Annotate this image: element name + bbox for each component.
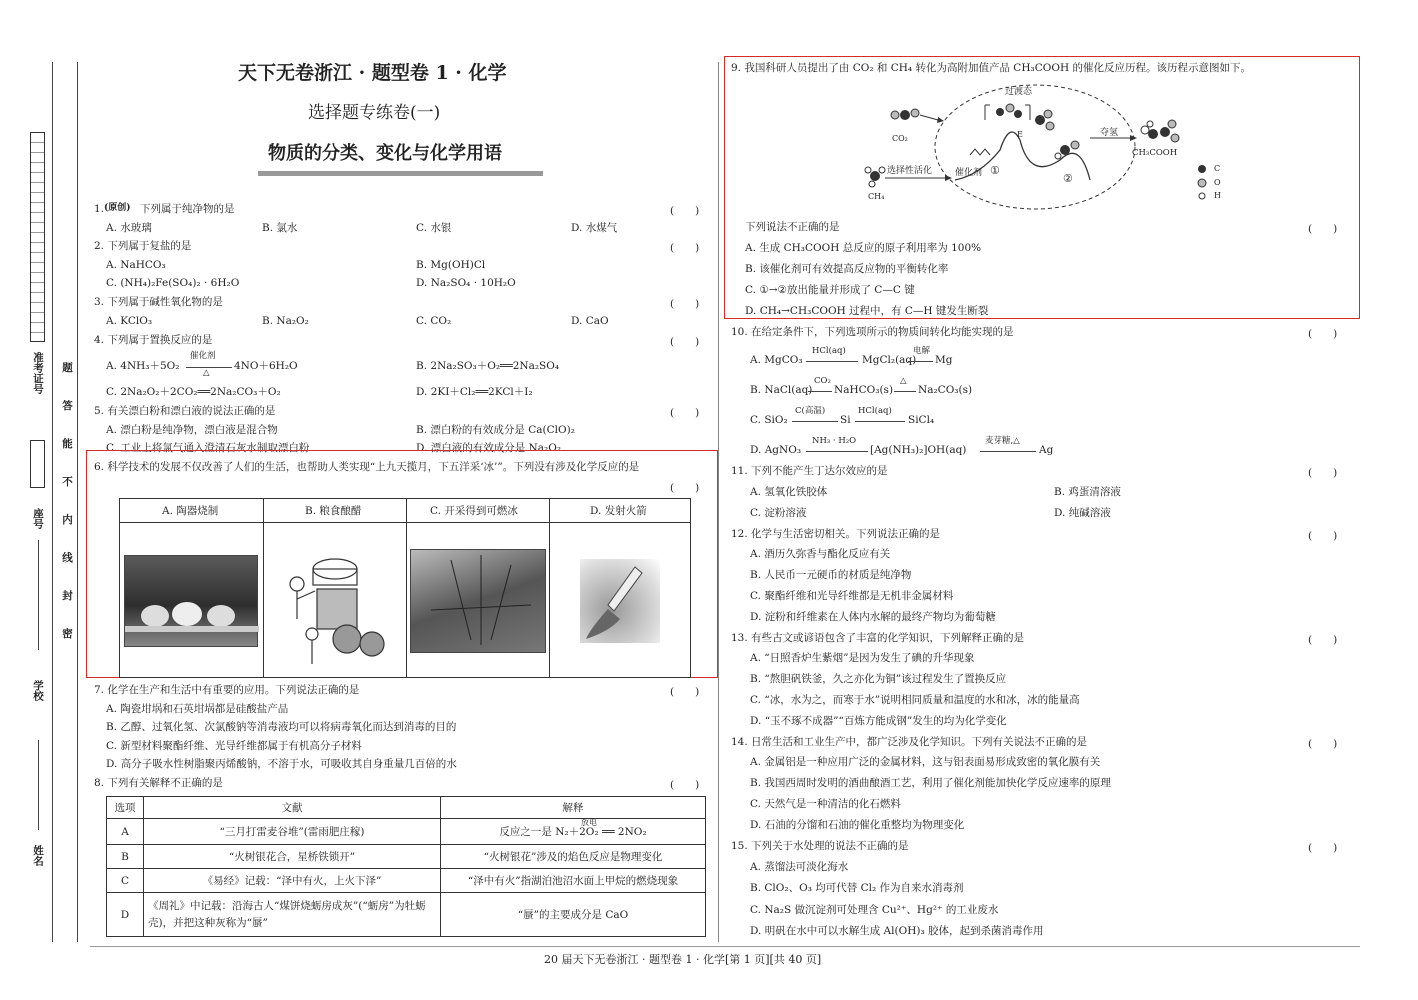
page-topic: 物质的分类、变化与化学用语 [268,143,502,164]
q3-option-d: D. CaO [571,315,609,327]
seat-underline [38,540,39,650]
q10-d-cond1: NH₃ · H₂O [812,436,857,446]
legend-h-label: H [1214,191,1221,200]
q4-option-a-product: 4NO＋6H₂O [234,360,298,372]
q6-table-col-line [406,499,407,677]
table-cell: A [107,819,144,845]
q1-option-a: A. 水玻璃 [106,222,152,234]
q4-a-condition-top: 催化剂 [190,351,216,361]
q4-stem: 4. 下列属于置换反应的是 [94,334,213,346]
q5-option-d: D. 漂白液的有效成分是 Na₂O₂ [416,442,562,454]
table-cell: 《易经》记载：“泽中有火，上火下泽” [144,869,441,893]
q10-b-mid: NaHCO₃(s) [834,384,894,396]
q2-stem: 2. 下列属于复盐的是 [94,240,192,252]
diagram-step1-label: ① [990,164,1000,177]
answer-paren[interactable]: ( ) [670,482,700,494]
table-cell: “蜃”的主要成分是 CaO [441,893,706,937]
q11-option-c: C. 淀粉溶液 [750,507,807,519]
q12-option-c: C. 聚酯纤维和光导纤维都是无机非金属材料 [750,590,954,602]
q10-a-cond1: HCl(aq) [812,346,846,356]
q12-option-b: B. 人民币一元硬币的材质是纯净物 [750,569,912,581]
q10-a-cond2: 电解 [913,346,931,356]
rocket-launch-photo [580,559,660,643]
q1-option-b: B. 氯水 [262,222,298,234]
school-underline [38,740,39,830]
q9-option-a: A. 生成 CH₃COOH 总反应的原子利用率为 100% [745,242,982,254]
answer-paren[interactable]: ( ) [1308,328,1338,340]
legend-c-label: C [1214,164,1221,173]
q13-option-a: A. “日照香炉生紫烟”是因为发生了碘的升华现象 [750,652,975,664]
q7-option-a: A. 陶瓷坩埚和石英坩埚都是硅酸盐产品 [106,703,289,715]
answer-paren[interactable]: ( ) [670,242,700,254]
discharge-condition: 放电 [581,818,597,827]
q5-option-a: A. 漂白粉是纯净物，漂白液是混合物 [106,424,278,436]
diagram-select-label: 选择性活化 [887,166,933,176]
q11-option-a: A. 氢氧化铁胶体 [750,486,828,498]
q10-b-arrow2 [894,391,916,392]
brewing-icon [267,539,401,674]
q12-stem: 12. 化学与生活密切相关。下列说法正确的是 [731,528,941,540]
q7-stem: 7. 化学在生产和生活中有重要的应用。下列说法正确的是 [94,684,360,696]
q10-a-end: Mg [935,354,953,366]
q6-stem: 6. 科学技术的发展不仅改善了人们的生活，也帮助人类实现“上九天揽月，下五洋采‘冰’”。下列没有涉及化学反应的是 [94,461,640,473]
q9-sub-stem: 下列说法不正确的是 [745,221,840,233]
legend-o-label: O [1214,178,1221,187]
table-cell: 反应之一是 N₂＋2O₂ ══ 2NO₂ [499,826,647,838]
q7-option-c: C. 新型材料聚酯纤维、光导纤维都属于有机高分子材料 [106,740,362,752]
q13-option-d: D. “玉不琢不成器”“百炼方能成钢”发生的均为化学变化 [750,715,1007,727]
q14-stem: 14. 日常生活和工业生产中，都广泛涉及化学知识。下列有关说法不正确的是 [731,736,1088,748]
q12-option-d: D. 淀粉和纤维素在人体内水解的最终产物均为葡萄糖 [750,611,996,623]
table-row [107,869,706,893]
table-cell: “三月打雷麦谷堆”(雷雨肥庄稼) [144,819,441,845]
answer-paren[interactable]: ( ) [1308,738,1338,750]
q10-d-arrow2 [980,451,1036,452]
table-row [107,819,706,845]
q10-b-end: Na₂CO₃(s) [918,384,973,396]
q10-b-cond1: CO₂ [814,376,831,386]
reaction-pathway-diagram [860,80,1240,215]
q11-stem: 11. 下列不能产生丁达尔效应的是 [731,465,888,477]
q10-c-arrow1 [792,421,838,422]
q14-option-d: D. 石油的分馏和石油的催化重整均为物理变化 [750,819,965,831]
q3-option-c: C. CO₂ [416,315,452,327]
answer-paren[interactable]: ( ) [1308,223,1338,235]
q10-a-arrow2 [908,361,933,362]
q10-b-arrow1 [808,391,832,392]
school-label: 学校 [32,680,44,701]
q3-stem: 3. 下列属于碱性氧化物的是 [94,296,223,308]
table-header: 选项 [107,797,144,819]
seal-char: 密 [61,628,73,639]
q13-option-b: B. “熬胆矾铁釜，久之亦化为铜”该过程发生了置换反应 [750,673,1007,685]
q1-option-d: D. 水煤气 [571,222,618,234]
q4-option-d: D. 2KI＋Cl₂══2KCl＋I₂ [416,386,533,398]
q3-option-a: A. KClO₃ [106,315,153,327]
q1-tag: (原创) [104,203,131,213]
answer-paren[interactable]: ( ) [670,336,700,348]
answer-paren[interactable]: ( ) [1308,530,1338,542]
answer-paren[interactable]: ( ) [670,686,700,698]
q15-option-b: B. ClO₂、O₃ 均可代替 Cl₂ 作为自来水消毒剂 [750,882,964,894]
q15-option-a: A. 蒸馏法可淡化海水 [750,861,849,873]
q1-number: 1. [94,203,105,215]
seal-char: 不 [61,476,73,487]
seat-number-box[interactable] [30,440,45,488]
q13-option-c: C. “冰，水为之，而寒于水”说明相同质量和温度的水和冰，冰的能量高 [750,694,1080,706]
footer-rule [90,946,1360,947]
q7-option-d: D. 高分子吸水性树脂聚丙烯酸钠，不溶于水，可吸收其自身重量几百倍的水 [106,758,457,770]
vinegar-brewing-drawing [267,539,401,674]
pottery-icon [125,556,259,648]
diagram-co2-label: CO₂ [892,134,908,143]
q6-option-c-label: C. 开采得到可燃冰 [430,505,518,517]
q9-option-d: D. CH₄→CH₃COOH 过程中，有 C—H 键发生断裂 [745,305,989,317]
q6-option-a-label: A. 陶器烧制 [162,505,219,517]
page-title: 天下无卷浙江 · 题型卷 1 · 化学 [238,62,507,84]
q10-d-arrow1 [806,451,868,452]
q10-a-start: A. MgCO₃ [750,354,803,366]
q11-option-d: D. 纯碱溶液 [1054,507,1111,519]
topic-underline [258,171,543,176]
seal-char: 能 [61,438,73,449]
q8-table [106,796,706,937]
drilling-platform-icon [411,550,547,654]
q10-d-mid: [Ag(NH₃)₂]OH(aq) [870,444,967,456]
diagram-e-label: E [1017,130,1023,139]
answer-paren[interactable]: ( ) [1308,842,1338,854]
seal-char: 答 [61,400,73,411]
q9-option-c: C. ①→②放出能量并形成了 C—C 键 [745,284,915,296]
table-header-row [107,797,706,819]
rocket-icon [580,559,660,643]
q4-option-a: A. 4NH₃＋5O₂ [106,360,180,372]
q3-option-b: B. Na₂O₂ [262,315,309,327]
q14-option-c: C. 天然气是一种清洁的化石燃料 [750,798,901,810]
diagram-product-label: CH₃COOH [1132,148,1178,158]
q8-stem: 8. 下列有关解释不正确的是 [94,777,223,789]
legend-icons [1198,165,1206,199]
q5-stem: 5. 有关漂白粉和漂白液的说法正确的是 [94,405,276,417]
q6-table-col-line [263,499,264,677]
q6-option-table [119,498,691,678]
binding-line-outer [52,62,53,942]
q5-option-c: C. 工业上将氯气通入澄清石灰水制取漂白粉 [106,442,310,454]
ch4-molecule-icon [865,167,885,187]
q1-stem: 下列属于纯净物的是 [140,203,235,215]
q15-option-d: D. 明矾在水中可以水解生成 Al(OH)₃ 胶体，起到杀菌消毒作用 [750,925,1044,937]
q10-d-end: Ag [1039,444,1054,456]
q10-b-start: B. NaCl(aq) [750,384,813,396]
seal-char: 题 [61,362,73,373]
exam-number-boxes [30,132,45,342]
acetic-acid-molecule-icon [1141,120,1179,142]
q10-c-start: C. SiO₂ [750,414,788,426]
table-header: 文献 [144,797,441,819]
seat-label: 座号 [32,508,44,529]
table-cell: D [107,893,144,937]
answer-paren[interactable]: ( ) [670,298,700,310]
q4-option-b: B. 2Na₂SO₃＋O₂══2Na₂SO₄ [416,360,560,372]
answer-paren[interactable]: ( ) [1308,467,1338,479]
q9-option-b: B. 该催化剂可有效提高反应物的平衡转化率 [745,263,949,275]
diagram-transition-label: 过渡态 [1005,87,1033,97]
table-cell: “火树银花合，星桥铁锁开” [144,845,441,869]
q10-d-cond2: 麦芽糖,△ [985,436,1020,446]
answer-paren[interactable]: ( ) [670,205,700,217]
answer-paren[interactable]: ( ) [670,779,700,791]
q2-option-c: C. (NH₄)₂Fe(SO₄)₂ · 6H₂O [106,277,240,289]
q6-table-header-line [120,522,690,523]
q10-stem: 10. 在给定条件下，下列选项所示的物质间转化均能实现的是 [731,326,1014,338]
q10-a-mid: MgCl₂(aq) [862,354,917,366]
table-row [107,845,706,869]
table-cell-with-condition [441,819,706,845]
q2-option-b: B. Mg(OH)Cl [416,259,486,271]
table-cell: “泽中有火”指湖泊池沼水面上甲烷的燃烧现象 [441,869,706,893]
diagram-catalyst-label: 催化剂 [955,168,983,178]
co2-molecule-icon [891,109,919,120]
page-subtitle: 选择题专练卷(一) [308,103,441,123]
q6-option-d-label: D. 发射火箭 [590,505,647,517]
q10-a-arrow1 [806,361,858,362]
q10-d-start: D. AgNO₃ [750,444,802,456]
q10-c-cond2: HCl(aq) [858,406,892,416]
table-header: 解释 [441,797,706,819]
q14-option-b: B. 我国西周时发明的酒曲酿酒工艺，利用了催化剂能加快化学反应速率的原理 [750,777,1111,789]
q9-reaction-diagram [860,80,1240,215]
q9-stem: 9. 我国科研人员提出了由 CO₂ 和 CH₄ 转化为高附加值产品 CH₃COOH 的催化反应历程。该历程示意图如下。 [731,62,1251,74]
pottery-kiln-photo [124,555,258,647]
table-cell: 《周礼》中记载：沿海古人“煤饼烧蛎房成灰”(“蛎房”为牡蛎壳)，并把这种灰称为“蜃” [144,893,441,937]
diagram-step2-label: ② [1063,172,1073,185]
column-divider [718,62,719,942]
page-footer: 20 届天下无卷浙江 · 题型卷 1 · 化学[第 1 页][共 40 页] [544,953,822,966]
answer-paren[interactable]: ( ) [1308,634,1338,646]
q10-b-cond2: △ [900,376,907,386]
q1-option-c: C. 水银 [416,222,452,234]
q6-table-col-line [549,499,550,677]
exam-number-label: 准考证号 [32,352,44,394]
q2-option-a: A. NaHCO₃ [106,259,166,271]
q15-option-c: C. Na₂S 做沉淀剂可处理含 Cu²⁺、Hg²⁺ 的工业废水 [750,904,999,916]
table-cell: “火树银花”涉及的焰色反应是物理变化 [441,845,706,869]
combustible-ice-platform-photo [410,549,546,653]
q12-option-a: A. 酒历久弥香与酯化反应有关 [750,548,891,560]
q7-option-b: B. 乙醇、过氧化氢、次氯酸钠等消毒液均可以将病毒氧化而达到消毒的目的 [106,721,457,733]
q2-option-d: D. Na₂SO₄ · 10H₂O [416,277,516,289]
name-label: 姓名 [32,845,44,866]
q10-c-end: SiCl₄ [908,414,935,426]
q13-stem: 13. 有些古文或谚语包含了丰富的化学知识，下列解释正确的是 [731,632,1025,644]
table-cell: B [107,845,144,869]
q14-option-a: A. 金属铝是一种应用广泛的金属材料，这与铝表面易形成致密的氧化膜有关 [750,756,1101,768]
diagram-ch4-label: CH₄ [868,192,885,201]
q4-a-condition-bottom: △ [203,368,210,378]
binding-line-inner [77,62,78,942]
table-row [107,893,706,937]
seal-char: 封 [61,590,73,601]
seal-char: 线 [61,552,73,563]
diagram-dehydro-label: 夺氢 [1100,128,1119,138]
q10-c-arrow2 [855,421,905,422]
q6-option-b-label: B. 粮食酿醋 [305,505,362,517]
q10-c-cond1: C(高温) [795,406,826,416]
q4-option-c: C. 2Na₂O₂＋2CO₂══2Na₂CO₃＋O₂ [106,386,281,398]
q10-c-mid: Si [840,414,851,426]
table-cell: C [107,869,144,893]
seal-char: 内 [61,514,73,525]
q15-stem: 15. 下列关于水处理的说法不正确的是 [731,840,909,852]
q11-option-b: B. 鸡蛋清溶液 [1054,486,1121,498]
answer-paren[interactable]: ( ) [670,407,700,419]
q5-option-b: B. 漂白粉的有效成分是 Ca(ClO)₂ [416,424,575,436]
